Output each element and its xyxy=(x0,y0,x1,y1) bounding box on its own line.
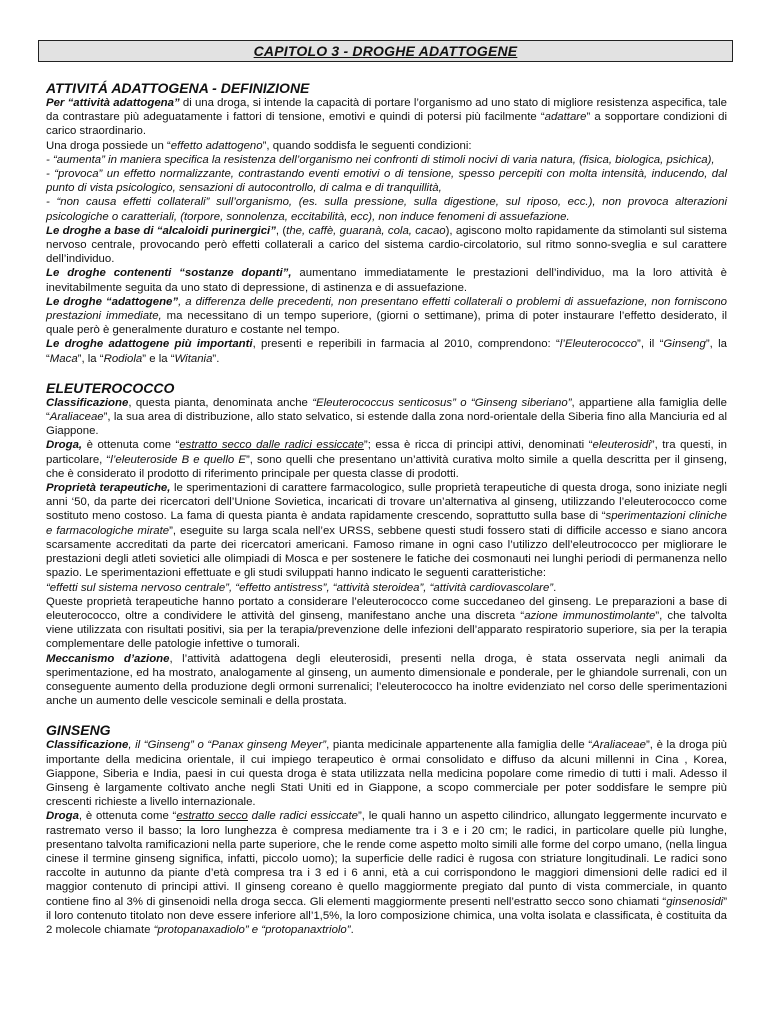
section-title-definizione: ATTIVITÁ ADATTOGENA - DEFINIZIONE xyxy=(46,80,310,96)
paragraph-eleuterococco-proprieta: Proprietà terapeutiche, le sperimentazioni di carattere farmacologico, sulle proprietà terapeutiche di questa droga, sono iniziate negli anni ‘50, da parte dei ricercatori dell’Unione Sovietica, incaricati di trovare un’alternativa al ginseng, utilizzando l’eleuterococco come sostituto meno costoso. La fama di questa pianta è andata rapidamente crescendo, soprattutto sulla base di “sperimentazioni cliniche e farmacologiche mirate”, eseguite su larga scala nell’ex URSS, sebbene questi studi fossero stati di difficile accesso e siano ancora scarsamente accreditati da parte dei ricercatori americani. Famoso rimane in ogni caso l’utilizzo dell’eleutrococco per migliorare le prestazioni degli atleti sovietici alle olimpiadi di Mosca e per sostenere le fatiche dei cosmonauti nei lunghi periodi di permanenza nello spazio. Le sperimentazioni effettuate e gli studi sviluppati hanno indicato le seguenti caratteristiche: xyxy=(46,482,728,580)
paragraph-droghe-importanti: Le droghe adattogene più importanti, presenti e reperibili in farmacia al 2010, comprendono: “l’Eleuterococco”, il “Ginseng”, la “Maca”, la “Rodiola” e la “Witania”. xyxy=(46,338,727,365)
paragraph-eleuterococco-succedaneo: Queste proprietà terapeutiche hanno portato a considerare l’eleuterococco come succedaneo del ginseng. Le preparazioni a base di eleuterococco, oltre a condividere le attività del ginseng, manifestano anche una discreta “azione immunostimolante”, che talvolta viene utilizzata con risultati positivi, sia per la terapia/prevenzione delle infezioni dell’apparato respiratorio superiore, sia per la terapia complementare delle patologie infettive o tumorali. xyxy=(46,595,727,651)
paragraph-ginseng-classificazione: Classificazione, il “Ginseng” o “Panax ginseng Meyer”, pianta medicinale appartenente alla famiglia delle “Araliaceae”, è la droga più importante della medicina orientale, il cui impiego terapeutico è ormai consolidato e diffuso da alcuni millenni in Cina , Korea, Giappone, Siberia e India, paesi in cui questa droga è stata utilizzata nella medicina popolare come rimedio di tutti i mali. Adesso il Ginseng è largamente coltivato anche negli Stati Uniti ed in Giappone, a scopo commerciale per poter soddisfare le sempre più crescenti richieste a livello internazionale. xyxy=(46,739,727,809)
paragraph-ginseng-droga: Droga, è ottenuta come “estratto secco dalle radici essiccate”, le quali hanno un aspetto cilindrico, allungato leggermente incurvato e rastremato verso il basso; la loro lunghezza è compresa mediamente tra i 3 e i 20 cm; le radici, in particolare quelle più lunghe, presentano talvolta ramificazioni nella parte superiore, che le rende come aspetto molto simili alle forme del corpo umano, (nella lingua cinese il termine ginseng significa, infatti, piccolo uomo); la superficie delle radici è rugosa con striature longitudinali. Le radici sono raccolte in autunno da piante d’età compresa tra i 3 ed i 6 anni, età a cui corrispondono le maggiori dimensioni delle radici ed il maggior contenuto di principi attivi. Il ginseng coreano è quello maggiormente pregiato dal punto di vista commerciale, in quanto contiene fino al 3% di ginsenoidi nella droga secca. Gli elementi maggiormente presenti nell’estratto secco sono chiamati “ginsenosidi” il loro contenuto titolato non deve essere inferiore all’1,5%, la loro composizione chimica, una volta isolata e classificata, è costituita da 2 molecole chiamate “protopanaxadiolo” e “protopanaxtriolo”. xyxy=(46,810,727,936)
document-page xyxy=(46,40,727,937)
paragraph-eleuterococco-meccanismo: Meccanismo d’azione, l’attività adattogena degli eleuterosidi, presenti nella droga, è stata osservata negli animali da sperimentazione, ed ha mostrato, analogamente al ginseng, un aumento dimensionale e ponderale, per le ghiandole surrenali, con un conseguente aumento della produzione degli ormoni surrenalici; l’eleuterococco ha inoltre evidenziato nel corso delle sperimentazioni anche un aumento delle vescicole seminali e della prostata. xyxy=(46,652,728,708)
term-attivita-adattogena: Per “attività adattogena” xyxy=(46,97,180,109)
paragraph-eleuterococco-droga: Droga, è ottenuta come “estratto secco dalle radici essiccate”; essa è ricca di principi attivi, denominati “eleuterosidi”, tra questi, in particolare, “l’eleuteroside B e quello E”, sono quelli che presentano un’attività curativa molto simile a quella descritta per il ginseng, che è considerato il prodotto di riferimento principale per questa classe di prodotti. xyxy=(46,439,728,480)
paragraph-eleuterococco-effetti: “effetti sul sistema nervoso centrale”, “effetto antistress”, “attività steroidea”, “attività cardiovascolare”. xyxy=(46,581,557,594)
paragraph-droghe-adattogene: Le droghe “adattogene”, a differenza delle precedenti, non presentano effetti collaterali o problemi di assuefazione, non forniscono prestazioni immediate, ma necessitano di un tempo superiore, (giorni o settimane), prima di poter instaurare l’effetto desiderato, il quale però è generalmente duraturo e costante nel tempo. xyxy=(46,295,727,337)
section-title-eleuterococco: ELEUTEROCOCCO xyxy=(46,379,175,396)
condition-item-non-causa: - “non causa effetti collaterali” sull’organismo, (es. sulla pressione, sulla digestione, sul riposo, ecc.), non provoca alterazioni psicologiche o caratteriali, (torpore, sonnolenza, eccitabilità, ecc), non induce fenomeni di assuefazione. xyxy=(46,196,727,223)
section-title-ginseng: GINSENG xyxy=(46,722,111,739)
paragraph-definizione: Per “attività adattogena” di una droga, si intende la capacità di portare l’organismo ad uno stato di migliore resistenza aspecifica, tale da contrastare più adeguatamente i fattori di tensione, emotivi e quindi di potersi più facilmente “adattare” a sopportare condizioni di carico straordinario. xyxy=(46,97,727,138)
condition-item-aumenta: - “aumenta” in maniera specifica la resistenza dell’organismo nei confronti di stimoli nocivi di varia natura, (fisica, biologica, psichica), xyxy=(46,153,715,166)
chapter-title: CAPITOLO 3 - DROGHE ADATTOGENE xyxy=(38,40,733,62)
paragraph-condizioni-intro: Una droga possiede un “effetto adattogeno”, quando soddisfa le seguenti condizioni: xyxy=(46,139,472,152)
condition-item-provoca: - “provoca” un effetto normalizzante, contrastando eventi emotivi o di tensione, spesso percepiti con molta intensità, inducendo, dal punto di vista psicologico, sensazioni di autocontrollo, di calma e di tranquillità, xyxy=(46,168,727,195)
paragraph-alcaloidi: Le droghe a base di “alcaloidi purinergici”, (the, caffè, guaranà, cola, cacao), agiscono molto rapidamente da stimolanti sul sistema nervoso centrale, provocando però effetti collaterali a carico del sistema cardio-circolatorio, sul ritmo sonno-sveglia e sul carattere dell’individuo. xyxy=(46,224,728,266)
paragraph-sostanze-dopanti: Le droghe contenenti “sostanze dopanti”, aumentano immediatamente le prestazioni dell’individuo, ma la loro attività è inevitabilmente seguita da uno stato di depressione, di astinenza e di assuefazione. xyxy=(46,267,728,294)
paragraph-eleuterococco-classificazione: Classificazione, questa pianta, denominata anche “Eleuterococcus senticosus” o “Ginseng siberiano”, appartiene alla famiglia delle “Araliaceae”, la sua area di distribuzione, allo stato selvatico, si estende dalla zona nord-orientale della Siberia fino alla Manciuria ed al Giappone. xyxy=(46,396,727,438)
